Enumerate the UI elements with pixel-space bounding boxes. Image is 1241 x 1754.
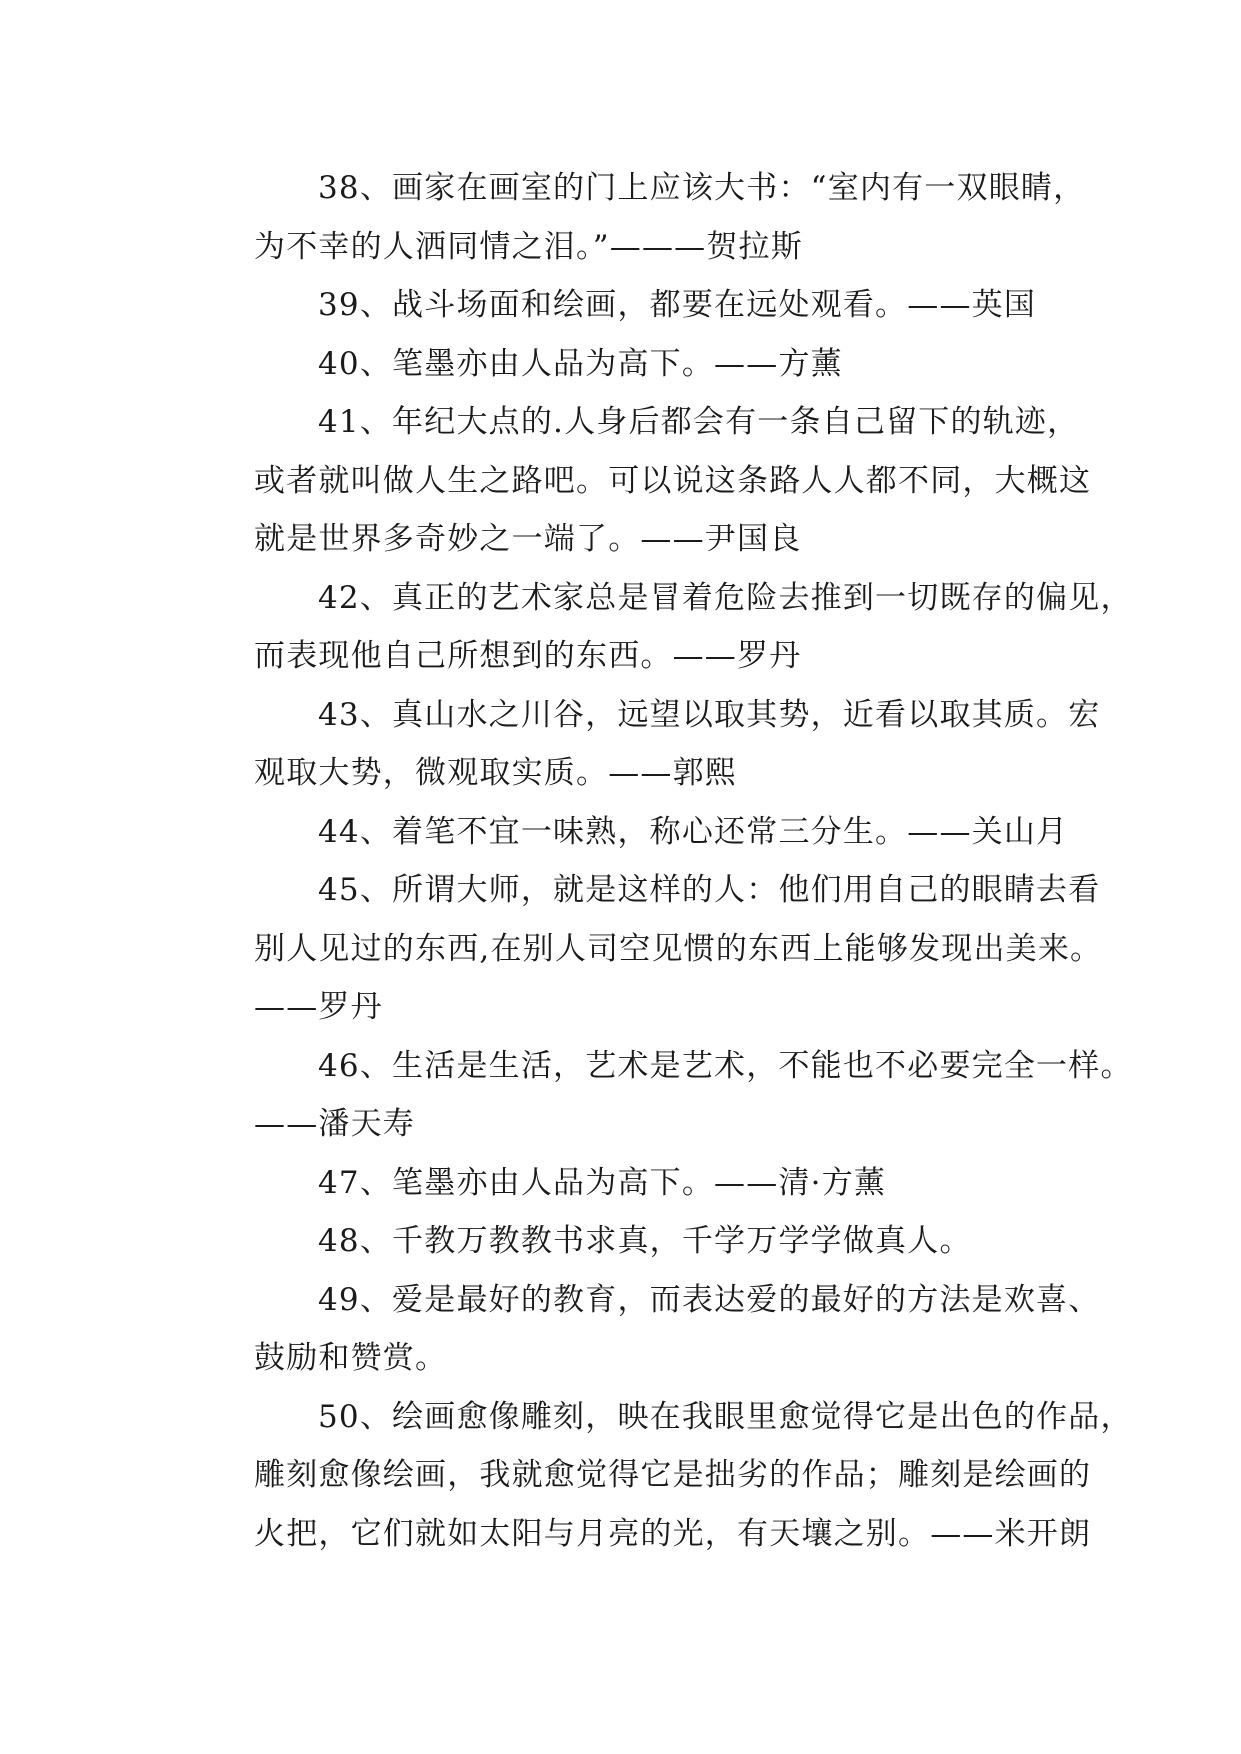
quote-43-line-2: 观取大势，微观取实质。——郭熙 <box>254 755 737 791</box>
quote-44 <box>190 803 1070 862</box>
quote-47-line-1: 47、笔墨亦由人品为高下。——清·方薰 <box>318 1164 887 1201</box>
quote-39 <box>190 276 1070 335</box>
quote-39-line-1: 39、战斗场面和绘画，都要在远处观看。——英国 <box>318 287 1037 323</box>
quote-50-line-3: 火把，它们就如太阳与月亮的光，有天壤之别。——米开朗 <box>254 1515 1092 1552</box>
quote-40-line-1: 40、笔墨亦由人品为高下。——方薰 <box>318 345 843 382</box>
quote-50 <box>190 1388 1133 1564</box>
quote-45-line-3: ——罗丹 <box>254 989 383 1025</box>
quote-41-line-2: 或者就叫做人生之路吧。可以说这条路人人都不同，大概这 <box>254 462 1092 499</box>
quote-46-line-2: ——潘天寿 <box>254 1106 415 1142</box>
quote-48-line-1: 48、千教万教教书求真，千学万学学做真人。 <box>318 1223 972 1259</box>
quote-44-line-1: 44、着笔不宜一味熟，称心还常三分生。——关山月 <box>318 813 1069 850</box>
quote-45-line-1: 45、所谓大师，就是这样的人：他们用自己的眼睛去看 <box>318 872 1101 908</box>
quote-46-line-1: 46、生活是生活，艺术是艺术，不能也不必要完全一样。 <box>318 1047 1133 1084</box>
quote-38-line-1: 38、画家在画室的门上应该大书：“室内有一双眼睛， <box>318 170 1086 206</box>
quote-41 <box>190 393 1092 569</box>
quote-38-line-2: 为不幸的人洒同情之泪。”———贺拉斯 <box>254 228 803 265</box>
quote-43 <box>190 686 1101 803</box>
quote-50-line-1: 50、绘画愈像雕刻，映在我眼里愈觉得它是出色的作品， <box>318 1398 1133 1435</box>
quote-50-line-2: 雕刻愈像绘画，我就愈觉得它是拙劣的作品；雕刻是绘画的 <box>254 1457 1092 1493</box>
quote-48 <box>190 1212 1070 1271</box>
quote-42-line-1: 42、真正的艺术家总是冒着危险去推到一切既存的偏见， <box>318 579 1133 616</box>
quote-41-line-1: 41、年纪大点的.人身后都会有一条自己留下的轨迹， <box>318 404 1080 440</box>
quote-49-line-2: 鼓励和赞赏。 <box>254 1340 448 1376</box>
quote-42-line-2: 而表现他自己所想到的东西。——罗丹 <box>254 638 802 674</box>
quote-49-line-1: 49、爱是最好的教育，而表达爱的最好的方法是欢喜、 <box>318 1281 1101 1318</box>
quote-46 <box>190 1037 1133 1154</box>
quote-45 <box>190 861 1103 1037</box>
quote-list <box>190 159 1133 1563</box>
quote-40 <box>190 335 1070 394</box>
quote-45-line-2: 别人见过的东西,在别人司空见惯的东西上能够发现出美来。 <box>254 930 1103 967</box>
quote-41-line-3: 就是世界多奇妙之一端了。——尹国良 <box>254 521 802 557</box>
quote-38 <box>190 159 1086 276</box>
quote-49 <box>190 1271 1101 1388</box>
quote-42 <box>190 569 1133 686</box>
quote-43-line-1: 43、真山水之川谷，远望以取其势，近看以取其质。宏 <box>318 696 1101 733</box>
quote-47 <box>190 1154 1070 1213</box>
